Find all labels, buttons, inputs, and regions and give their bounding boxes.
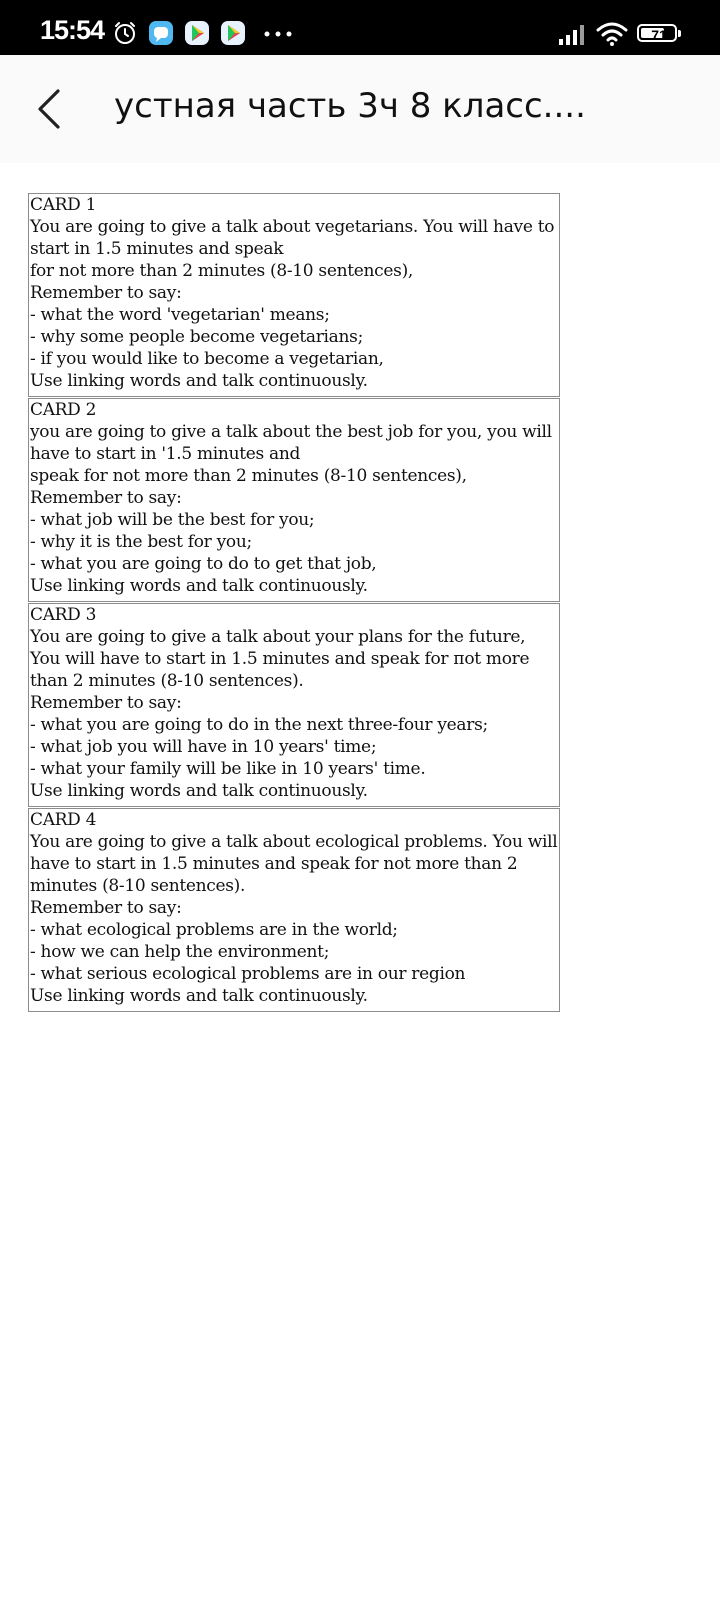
card-3 [28, 603, 560, 807]
more-dots-icon [264, 31, 294, 37]
card-text-line: Remember to say: [30, 693, 182, 713]
card-heading: CARD 4 [30, 810, 97, 830]
card-text-line: - what the word 'vegetarian' means; [30, 305, 330, 325]
play-store-icon [220, 20, 246, 46]
battery-tip [678, 30, 681, 37]
card-text-line: - what you are going to do to get that job, [30, 554, 377, 574]
card-text-line: - how we can help the environment; [30, 942, 330, 962]
card-1 [28, 193, 560, 397]
card-heading: CARD 1 [30, 195, 97, 215]
card-text-line: - what serious ecological problems are in our region [30, 964, 466, 984]
alarm-icon [112, 20, 138, 46]
card-text-line: - what job you will have in 10 years' time; [30, 737, 377, 757]
card-2 [28, 398, 560, 602]
card-heading: CARD 2 [30, 400, 97, 420]
chat-app-icon [148, 20, 174, 46]
card-text-line: speak for not more than 2 minutes (8-10 sentences), [30, 466, 467, 486]
card-text-line: Use linking words and talk continuously. [30, 986, 368, 1006]
card-4 [28, 808, 560, 1012]
back-button[interactable] [28, 83, 74, 135]
battery-level: 71 [651, 27, 667, 42]
card-text-line: - what you are going to do in the next three-four years; [30, 715, 488, 735]
card-text-line: You are going to give a talk about vegetarians. You will have to start in 1.5 minutes and speak [30, 217, 555, 259]
page-title: устная часть 3ч 8 класс.... [114, 88, 586, 126]
signal-icon [558, 23, 588, 45]
card-text-line: - if you would like to become a vegetarian, [30, 349, 384, 369]
status-time: 15:54 [40, 15, 105, 45]
play-store-icon [184, 20, 210, 46]
card-text-line: Remember to say: [30, 283, 182, 303]
card-text-line: Use linking words and talk continuously. [30, 371, 368, 391]
status-bar [0, 0, 720, 55]
card-text-line: Use linking words and talk continuously. [30, 781, 368, 801]
wifi-icon [596, 21, 628, 47]
card-heading: CARD 3 [30, 605, 97, 625]
app-bar [0, 55, 720, 163]
chevron-left-icon [40, 91, 58, 127]
card-text-line: you are going to give a talk about the best job for you, you will have to start in '1.5 minutes and [30, 422, 552, 464]
battery-body [637, 24, 677, 42]
card-text-line: - why some people become vegetarians; [30, 327, 364, 347]
card-text-line: - what job will be the best for you; [30, 510, 315, 530]
document-cards [28, 193, 560, 1013]
card-text-line: for not more than 2 minutes (8-10 sentences), [30, 261, 414, 281]
card-text-line: You are going to give a talk about ecological problems. You will have to start in 1.5 minutes and speak for not more than 2 minutes (8-10 sentences). [30, 832, 558, 896]
card-text-line: You are going to give a talk about your plans for the future, You will have to start in 1.5 minutes and speak for пot more than 2 minutes (8-10 sentences). [30, 627, 530, 691]
card-text-line: - what ecological problems are in the world; [30, 920, 398, 940]
battery-icon [637, 24, 681, 44]
card-text-line: Remember to say: [30, 488, 182, 508]
card-text-line: - what your family will be like in 10 years' time. [30, 759, 426, 779]
card-text-line: - why it is the best for you; [30, 532, 252, 552]
card-text-line: Use linking words and talk continuously. [30, 576, 368, 596]
card-text-line: Remember to say: [30, 898, 182, 918]
